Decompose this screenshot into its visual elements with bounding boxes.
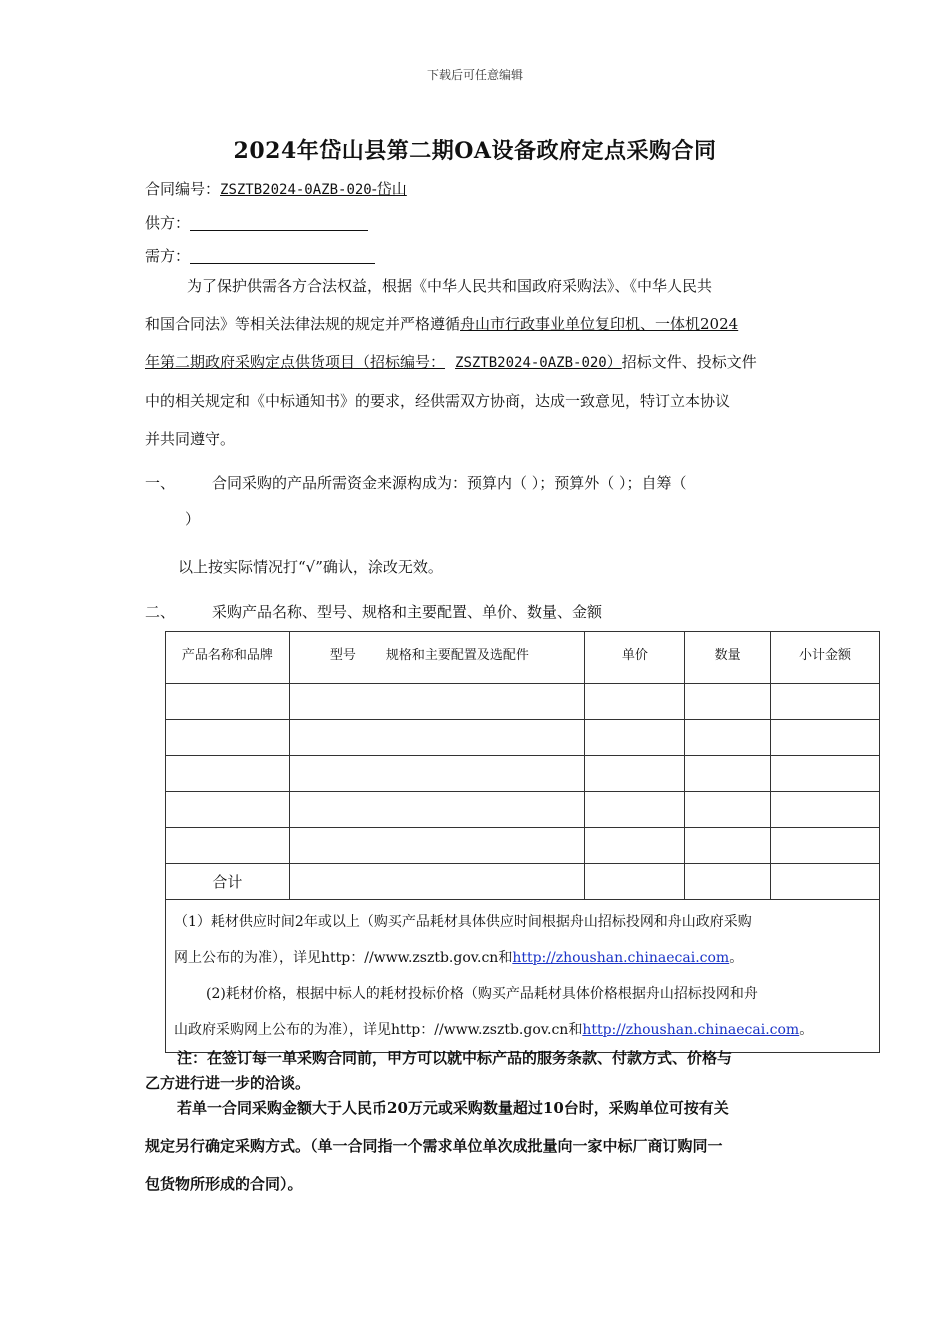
header-spec: 规格和主要配置及选配件	[385, 648, 529, 663]
supplier-blank[interactable]	[190, 216, 368, 231]
buyer-line	[145, 245, 375, 266]
note-2-end: 。	[799, 1022, 814, 1038]
section-1-continuation: ）	[185, 510, 201, 528]
document-title: 2024年岱山县第二期OA设备政府定点采购合同	[233, 138, 717, 164]
table-cell[interactable]	[585, 684, 685, 720]
total-label: 合计	[166, 864, 290, 900]
contract-number-line	[145, 178, 407, 199]
table-cell[interactable]	[166, 756, 290, 792]
total-row	[166, 864, 880, 900]
table-header-row	[166, 632, 880, 684]
header-model-spec	[289, 632, 585, 684]
table-cell[interactable]	[585, 864, 685, 900]
section-1-number: 一、	[145, 474, 176, 492]
section-1-text: 合同采购的产品所需资金来源构成为：预算内（ ）；预算外（ ）；自筹（	[212, 474, 687, 492]
table-cell[interactable]	[771, 792, 880, 828]
header-product: 产品名称和品牌	[166, 632, 290, 684]
buyer-label: 需方：	[145, 247, 191, 265]
project-name-part1: 舟山市行政事业单位复印机、一体机2024	[460, 315, 739, 333]
footer-note-1-line-2: 乙方进行进一步的洽谈。	[145, 1074, 311, 1092]
supplier-line	[145, 212, 368, 233]
note-1-line-1: （1）耗材供应时间2年或以上（购买产品耗材具体供应时间根据舟山招标投网和舟山政府采购	[174, 914, 752, 930]
table-cell[interactable]	[685, 684, 771, 720]
footer-note-1-line-1: 注：在签订每一单采购合同前，甲方可以就中标产品的服务条款、付款方式、价格与	[177, 1049, 733, 1067]
tender-number: ZSZTB2024-0AZB-020	[455, 355, 607, 371]
note-1-line-2	[174, 940, 871, 976]
table-cell[interactable]	[289, 684, 585, 720]
table-cell[interactable]	[771, 864, 880, 900]
buyer-blank[interactable]	[190, 249, 375, 264]
contract-number-label: 合同编号：	[145, 180, 221, 198]
note-2-text: 山政府采购网上公布的为准），详见http：//www.zsztb.gov.cn和	[174, 1022, 583, 1038]
table-cell[interactable]	[771, 756, 880, 792]
contract-number-code: ZSZTB2024-0AZB-020	[220, 182, 372, 198]
header-qty: 数量	[685, 632, 771, 684]
note-2-line-1: (2)耗材价格，根据中标人的耗材投标价格（购买产品耗材具体价格根据舟山招标投网和舟	[206, 986, 758, 1002]
intro-line-1: 为了保护供需各方合法权益，根据《中华人民共和国政府采购法》、《中华人民共	[187, 277, 713, 295]
table-cell[interactable]	[289, 792, 585, 828]
intro-line-2-text: 和国合同法》等相关法律法规的规定并严格遵循	[145, 315, 461, 333]
table-cell[interactable]	[685, 864, 771, 900]
intro-line-3	[145, 343, 810, 382]
table-cell[interactable]	[685, 720, 771, 756]
table-cell[interactable]	[685, 792, 771, 828]
table-cell[interactable]	[771, 720, 880, 756]
table-cell[interactable]	[166, 792, 290, 828]
table-row	[166, 756, 880, 792]
note-1-link[interactable]: http://zhoushan.chinaecai.com	[512, 950, 730, 966]
intro-line-4: 中的相关规定和《中标通知书》的要求，经供需双方协商，达成一致意见，特订立本协议	[145, 392, 731, 410]
header-model: 型号	[329, 648, 356, 663]
table-cell[interactable]	[289, 864, 585, 900]
table-row	[166, 684, 880, 720]
footer-note-2-line-2: 规定另行确定采购方式。（单一合同指一个需求单位单次成批量向一家中标厂商订购同一	[145, 1137, 723, 1155]
note-1-end: 。	[729, 950, 744, 966]
table-row	[166, 720, 880, 756]
table-cell[interactable]	[289, 756, 585, 792]
intro-line-5: 并共同遵守。	[145, 430, 236, 448]
table-cell[interactable]	[166, 828, 290, 864]
header-subtotal: 小计金额	[771, 632, 880, 684]
note-2-link[interactable]: http://zhoushan.chinaecai.com	[582, 1022, 800, 1038]
table-cell[interactable]	[166, 720, 290, 756]
table-cell[interactable]	[685, 828, 771, 864]
table-cell[interactable]	[585, 792, 685, 828]
footer-note-2-line-1: 若单一合同采购金额大于人民币20万元或采购数量超过10台时，采购单位可按有关	[177, 1099, 729, 1117]
table-cell[interactable]	[585, 828, 685, 864]
table-row	[166, 828, 880, 864]
table-cell[interactable]	[166, 684, 290, 720]
header-price: 单价	[585, 632, 685, 684]
table-cell[interactable]	[585, 720, 685, 756]
notes-row	[166, 900, 880, 1053]
section-2-text: 采购产品名称、型号、规格和主要配置、单价、数量、金额	[212, 603, 603, 621]
table-cell[interactable]	[771, 828, 880, 864]
project-name-part2: 年第二期政府采购定点供货项目（招标编号：	[145, 353, 446, 371]
intro-line-2	[145, 305, 810, 343]
supplier-label: 供方：	[145, 214, 191, 232]
note-2-line-2	[174, 1012, 871, 1048]
intro-line-3-tail: 招标文件、投标文件	[621, 353, 757, 371]
tender-number-close: ）	[606, 353, 622, 371]
header-note: 下载后可任意编辑	[426, 68, 523, 82]
section-2-number: 二、	[145, 603, 176, 621]
product-table	[165, 631, 880, 1053]
footer-note-2-line-3: 包货物所形成的合同）。	[145, 1175, 303, 1193]
table-cell[interactable]	[685, 756, 771, 792]
consumables-notes	[166, 900, 880, 1053]
footer-note-2	[145, 1089, 729, 1203]
table-row	[166, 792, 880, 828]
table-cell[interactable]	[771, 684, 880, 720]
intro-paragraph	[145, 267, 810, 458]
table-cell[interactable]	[289, 720, 585, 756]
note-1-text: 网上公布的为准），详见http：//www.zsztb.gov.cn和	[174, 950, 513, 966]
table-cell[interactable]	[289, 828, 585, 864]
table-cell[interactable]	[585, 756, 685, 792]
section-1-note: 以上按实际情况打“√”确认，涂改无效。	[178, 558, 443, 576]
contract-number-suffix: -岱山	[371, 180, 407, 198]
